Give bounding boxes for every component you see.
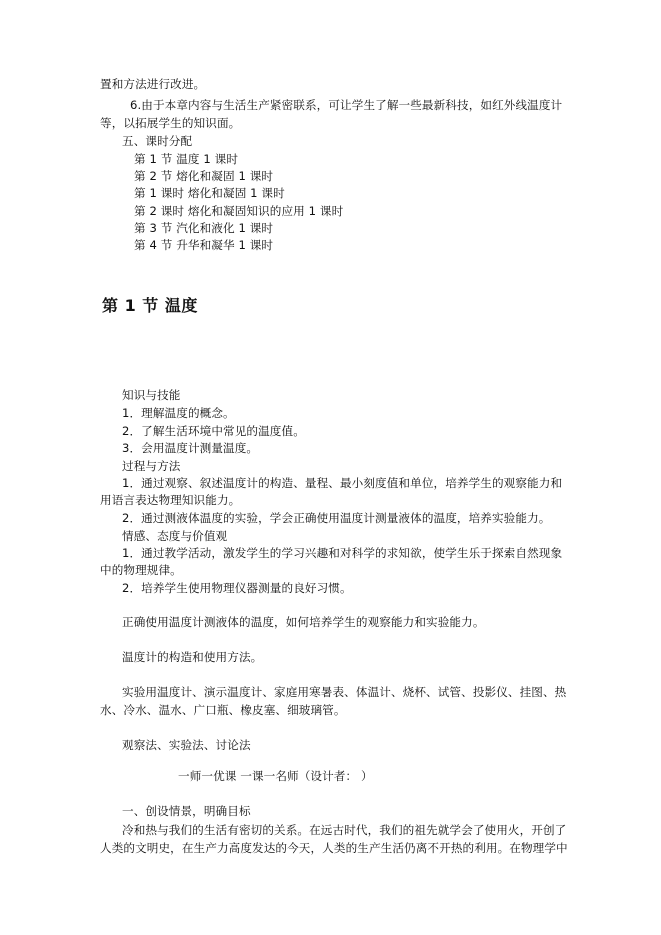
methods: 观察法、实验法、讨论法	[122, 738, 251, 752]
emotion-title: 情感、态度与价值观	[122, 529, 228, 543]
section-5-title: 五、课时分配	[122, 134, 193, 148]
designer-line: 一师一优课 一课一名师（设计者： ）	[178, 769, 373, 783]
knowledge-item: 3．会用温度计测量温度。	[122, 441, 259, 455]
item-6-line-1: 6.由于本章内容与生活生产紧密联系，可让学生了解一些最新科技，如红外线温度计	[130, 98, 563, 112]
schedule-item: 第 4 节 升华和凝华 1 课时	[134, 238, 274, 252]
emotion-item-2: 2．培养学生使用物理仪器测量的良好习惯。	[122, 581, 352, 595]
section-heading: 第 1 节 温度	[102, 296, 198, 315]
materials-line-2: 水、冷水、温水、广口瓶、橡皮塞、细玻璃管。	[100, 703, 346, 717]
key-point: 正确使用温度计测液体的温度，如何培养学生的观察能力和实验能力。	[122, 615, 485, 629]
carryover-line: 置和方法进行改进。	[100, 77, 206, 91]
process-item-1-line-1: 1．通过观察、叙述温度计的构造、量程、最小刻度值和单位，培养学生的观察能力和	[122, 476, 563, 490]
schedule-item: 第 1 课时 熔化和凝固 1 课时	[134, 186, 285, 200]
schedule-item: 第 3 节 汽化和液化 1 课时	[134, 221, 274, 235]
schedule-item: 第 2 节 熔化和凝固 1 课时	[134, 169, 274, 183]
step-1-line-2: 人类的文明史，在生产力高度发达的今天，人类的生产生活仍离不开热的利用。在物理学中	[100, 841, 568, 855]
emotion-item-1-line-2: 中的物理规律。	[100, 563, 182, 577]
knowledge-title: 知识与技能	[122, 388, 181, 402]
step-1-title: 一、创设情景，明确目标	[122, 804, 251, 818]
process-item-1-line-2: 用语言表达物理知识能力。	[100, 493, 241, 507]
knowledge-item: 1．理解温度的概念。	[122, 406, 235, 420]
schedule-item: 第 2 课时 熔化和凝固知识的应用 1 课时	[134, 204, 344, 218]
item-6-line-2: 等，以拓展学生的知识面。	[100, 116, 241, 130]
process-item-2: 2．通过测液体温度的实验，学会正确使用温度计测量液体的温度，培养实验能力。	[122, 511, 551, 525]
process-title: 过程与方法	[122, 459, 181, 473]
step-1-line-1: 冷和热与我们的生活有密切的关系。在远古时代，我们的祖先就学会了使用火，开创了	[122, 823, 567, 837]
schedule-item: 第 1 节 温度 1 课时	[134, 152, 239, 166]
materials-line-1: 实验用温度计、演示温度计、家庭用寒暑表、体温计、烧杯、试管、投影仪、挂图、热	[122, 685, 567, 699]
difficulty: 温度计的构造和使用方法。	[122, 650, 263, 664]
knowledge-item: 2．了解生活环境中常见的温度值。	[122, 424, 305, 438]
emotion-item-1-line-1: 1．通过教学活动，激发学生的学习兴趣和对科学的求知欲，使学生乐于探索自然现象	[122, 546, 563, 560]
